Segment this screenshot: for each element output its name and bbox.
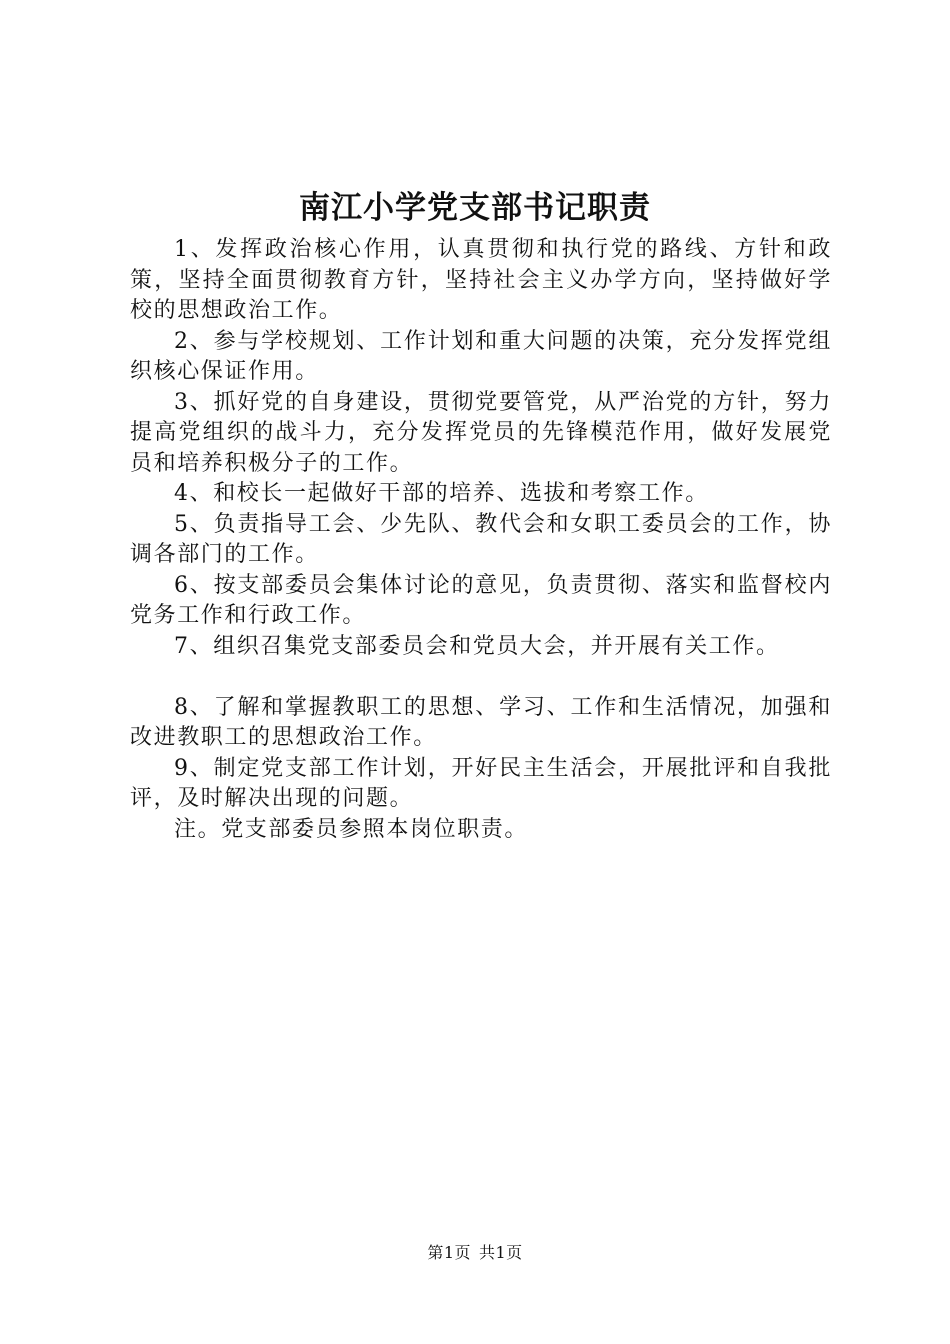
page-total: 共1页 (479, 1243, 523, 1262)
paragraph-1: 1、发挥政治核心作用，认真贯彻和执行党的路线、方针和政策，坚持全面贯彻教育方针，坚持社会主义办学方向，坚持做好学校的思想政治工作。 (130, 237, 832, 323)
paragraph-note: 注。党支部委员参照本岗位职责。 (174, 816, 529, 842)
page-footer (0, 1242, 950, 1264)
paragraph-4: 4、和校长一起做好干部的培养、选拔和考察工作。 (174, 481, 709, 506)
paragraph-3: 3、抓好党的自身建设，贯彻党要管党，从严治党的方针，努力提高党组织的战斗力，充分发挥党员的先锋模范作用，做好发展党员和培养积极分子的工作。 (130, 389, 832, 476)
paragraph-5: 5、负责指导工会、少先队、教代会和女职工委员会的工作，协调各部门的工作。 (130, 511, 832, 567)
paragraph-8: 8、了解和掌握教职工的思想、学习、工作和生活情况，加强和改进教职工的思想政治工作。 (130, 694, 832, 750)
document-title: 南江小学党支部书记职责 (299, 190, 651, 226)
document-body (130, 235, 832, 845)
page-number: 第1页 (427, 1243, 471, 1262)
paragraph-6: 6、按支部委员会集体讨论的意见，负责贯彻、落实和监督校内党务工作和行政工作。 (130, 572, 832, 628)
paragraph-2: 2、参与学校规划、工作计划和重大问题的决策，充分发挥党组织核心保证作用。 (130, 328, 832, 384)
paragraph-7: 7、组织召集党支部委员会和党员大会，并开展有关工作。 (174, 633, 780, 659)
paragraph-9: 9、制定党支部工作计划，开好民主生活会，开展批评和自我批评，及时解决出现的问题。 (130, 755, 832, 811)
blank-line (130, 662, 832, 693)
